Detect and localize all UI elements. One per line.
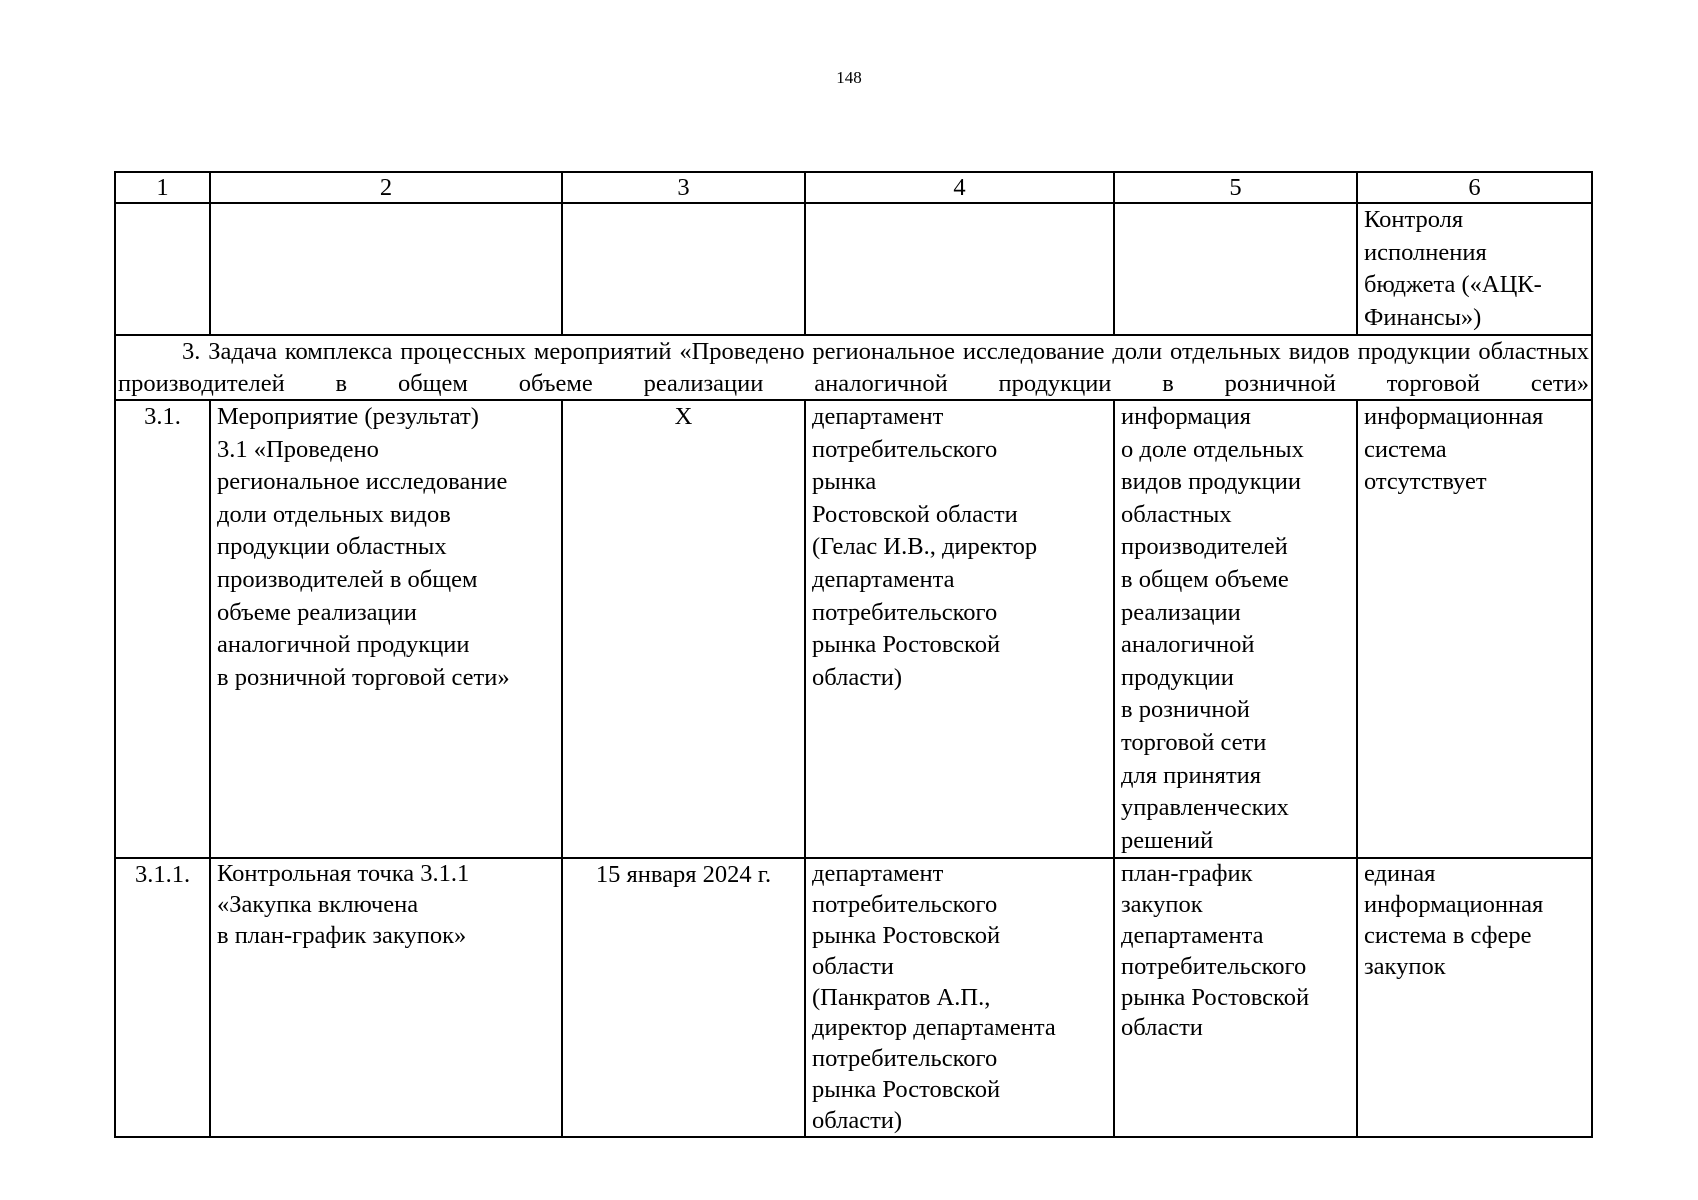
text-line: производителей: [1121, 533, 1288, 561]
table-cell: [1114, 203, 1357, 335]
table-row-continuation: [115, 203, 1592, 335]
column-header: 6: [1357, 172, 1592, 203]
text-line: решений: [1121, 826, 1214, 854]
text-line: в общем объеме: [1121, 565, 1289, 593]
text-line: торговой сети: [1121, 728, 1267, 756]
text-line: (Гелас И.В., директор: [812, 533, 1038, 561]
text-line: отсутствует: [1364, 468, 1487, 496]
text-line: рынка Ростовской: [812, 921, 1001, 949]
text-line: закупок: [1121, 891, 1203, 919]
text-line: реализации: [1121, 598, 1241, 626]
text-line: департамента: [1121, 921, 1264, 949]
table-cell: [210, 203, 562, 335]
task-heading: 3. Задача комплекса процессных мероприятий «Проведено региональное исследование доли отдельных видов продукции областных производителей в общем объеме реализации аналогичной продукции в розничной торговой сети»: [115, 335, 1592, 400]
text-line: аналогичной продукции: [217, 631, 470, 659]
text-line: потребительского: [1121, 952, 1307, 980]
plan-table: [114, 171, 1593, 1138]
text-line: Мероприятие (результат): [217, 403, 479, 430]
page-number: 148: [836, 68, 862, 87]
text-line: для принятия: [1121, 761, 1262, 789]
activity-name: [210, 400, 562, 858]
activity-name: [210, 858, 562, 1137]
text-line: производителей в общем: [217, 565, 478, 593]
row-number: 3.1.: [115, 400, 210, 858]
table-row-task: [115, 335, 1592, 400]
text-line: рынка Ростовской: [812, 631, 1001, 659]
text-line: продукции: [1121, 663, 1234, 691]
text-line: объеме реализации: [217, 598, 417, 626]
responsible: [805, 400, 1114, 858]
text-line: потребительского: [812, 891, 998, 919]
table-cell: [562, 203, 805, 335]
text-line: система: [1364, 435, 1447, 463]
text-line: в план-график закупок»: [217, 921, 467, 949]
text-line: аналогичной: [1121, 631, 1255, 659]
text-line: области: [1121, 1014, 1203, 1042]
text-line: закупок: [1364, 952, 1446, 980]
text-line: бюджета («АЦК-: [1364, 271, 1542, 298]
text-line: информационная: [1364, 403, 1544, 430]
document-type: [1114, 858, 1357, 1137]
text-line: доли отдельных видов: [217, 500, 451, 528]
table-row: [115, 400, 1592, 858]
text-line: система в сфере: [1364, 921, 1532, 949]
text-line: потребительского: [812, 435, 998, 463]
table-cell: [805, 203, 1114, 335]
text-line: план-график: [1121, 860, 1253, 888]
text-line: области): [812, 663, 903, 691]
text-line: потребительского: [812, 598, 998, 626]
column-header: 2: [210, 172, 562, 203]
deadline: 15 января 2024 г.: [562, 858, 805, 1137]
text-line: рынка Ростовской: [812, 1075, 1001, 1103]
responsible: [805, 858, 1114, 1137]
text-line: продукции областных: [217, 533, 447, 561]
text-line: 3.1 «Проведено: [217, 435, 379, 463]
row-number: 3.1.1.: [115, 858, 210, 1137]
column-header: 1: [115, 172, 210, 203]
text-line: «Закупка включена: [217, 891, 419, 919]
text-line: информационная: [1364, 891, 1544, 919]
text-line: директор департамента: [812, 1014, 1056, 1042]
text-line: исполнения: [1364, 238, 1487, 266]
text-line: Финансы»): [1364, 303, 1482, 331]
text-line: рынка Ростовской: [1121, 983, 1310, 1011]
column-header: 5: [1114, 172, 1357, 203]
info-system: [1357, 858, 1592, 1137]
text-line: о доле отдельных: [1121, 435, 1304, 463]
document-type: [1114, 400, 1357, 858]
text-line: управленческих: [1121, 794, 1289, 822]
column-header: 3: [562, 172, 805, 203]
text-line: рынка: [812, 468, 877, 496]
text-line: потребительского: [812, 1045, 998, 1073]
text-line: (Панкратов А.П.,: [812, 983, 991, 1011]
text-line: в розничной торговой сети»: [217, 663, 510, 691]
table-row: [115, 858, 1592, 1137]
text-line: департамент: [812, 403, 944, 430]
text-line: департамент: [812, 860, 944, 888]
text-line: видов продукции: [1121, 468, 1301, 496]
info-system: [1357, 400, 1592, 858]
text-line: Контроля: [1364, 206, 1464, 233]
text-line: области: [812, 952, 894, 980]
table-header-row: [115, 172, 1592, 203]
table-cell: [115, 203, 210, 335]
column-header: 4: [805, 172, 1114, 203]
text-line: в розничной: [1121, 696, 1250, 724]
deadline: Х: [562, 400, 805, 858]
info-system-cell: [1357, 203, 1592, 335]
text-line: региональное исследование: [217, 468, 508, 496]
text-line: областных: [1121, 500, 1232, 528]
text-line: Контрольная точка 3.1.1: [217, 860, 470, 888]
text-line: Ростовской области: [812, 500, 1018, 528]
text-line: департамента: [812, 565, 955, 593]
text-line: информация: [1121, 403, 1251, 430]
text-line: единая: [1364, 860, 1436, 888]
text-line: области): [812, 1106, 903, 1134]
